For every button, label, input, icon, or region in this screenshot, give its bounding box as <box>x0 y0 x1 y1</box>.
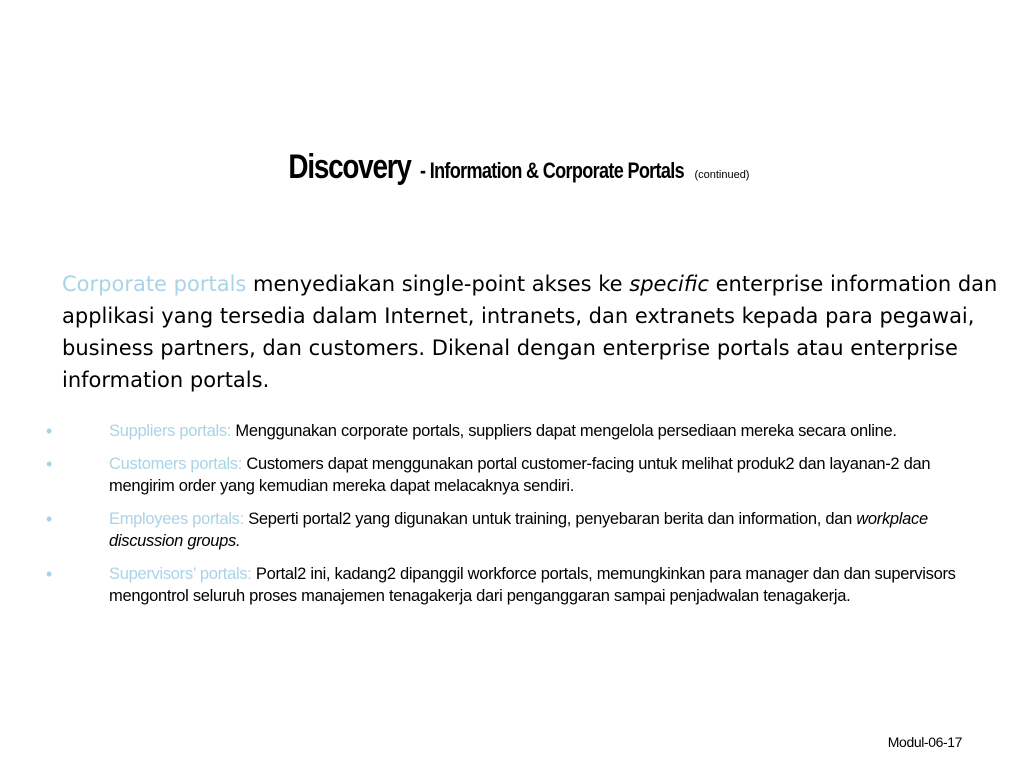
slide-title <box>0 148 1024 187</box>
bullet-icon: • <box>46 421 53 441</box>
intro-accent-term: Corporate portals <box>62 272 247 296</box>
bullet-text: Seperti portal2 yang digunakan untuk training, penyebaran berita dan information, dan <box>243 510 857 528</box>
bullet-item-supervisors <box>44 563 974 607</box>
bullet-label: Suppliers portals: <box>109 422 232 440</box>
bullet-italic-text: workplace discussion groups. <box>109 510 928 550</box>
bullet-icon: • <box>46 454 53 474</box>
bullet-list <box>44 420 974 618</box>
bullet-item-employees <box>44 508 974 552</box>
bullet-text: Customers dapat menggunakan portal customer-facing untuk melihat produk2 dan layanan-2 dan mengirim order yang kemudian mereka dapat melacaknya sendiri. <box>109 455 931 495</box>
intro-italic-term: specific <box>629 272 709 296</box>
bullet-text: Portal2 ini, kadang2 dipanggil workforce portals, memungkinkan para manager dan dan supervisors mengontrol seluruh proses manajemen tenagakerja dari penganggaran sampai penjadwalan tenagakerja. <box>109 565 956 605</box>
page-number: Modul-06-17 <box>887 734 962 750</box>
bullet-label: Customers portals: <box>109 455 243 473</box>
title-main: Discovery <box>287 148 411 186</box>
intro-paragraph <box>62 268 1002 396</box>
bullet-item-suppliers <box>44 420 974 442</box>
bullet-label: Employees portals: <box>109 510 244 528</box>
bullet-item-customers <box>44 453 974 497</box>
bullet-label: Supervisors’ portals: <box>109 565 252 583</box>
title-subtitle: - Information & Corporate Portals <box>420 158 685 183</box>
bullet-icon: • <box>46 564 53 584</box>
intro-text-part1: menyediakan single-point akses ke <box>246 272 630 296</box>
title-continued: (continued) <box>694 169 750 181</box>
intro-text-part2: enterprise information dan applikasi yang tersedia dalam Internet, intranets, dan extranets kepada para pegawai, business partners, dan customers. Dikenal dengan enterprise portals atau enterprise information portals. <box>62 272 998 392</box>
bullet-icon: • <box>46 509 53 529</box>
bullet-text: Menggunakan corporate portals, suppliers dapat mengelola persediaan mereka secara online. <box>231 422 897 440</box>
